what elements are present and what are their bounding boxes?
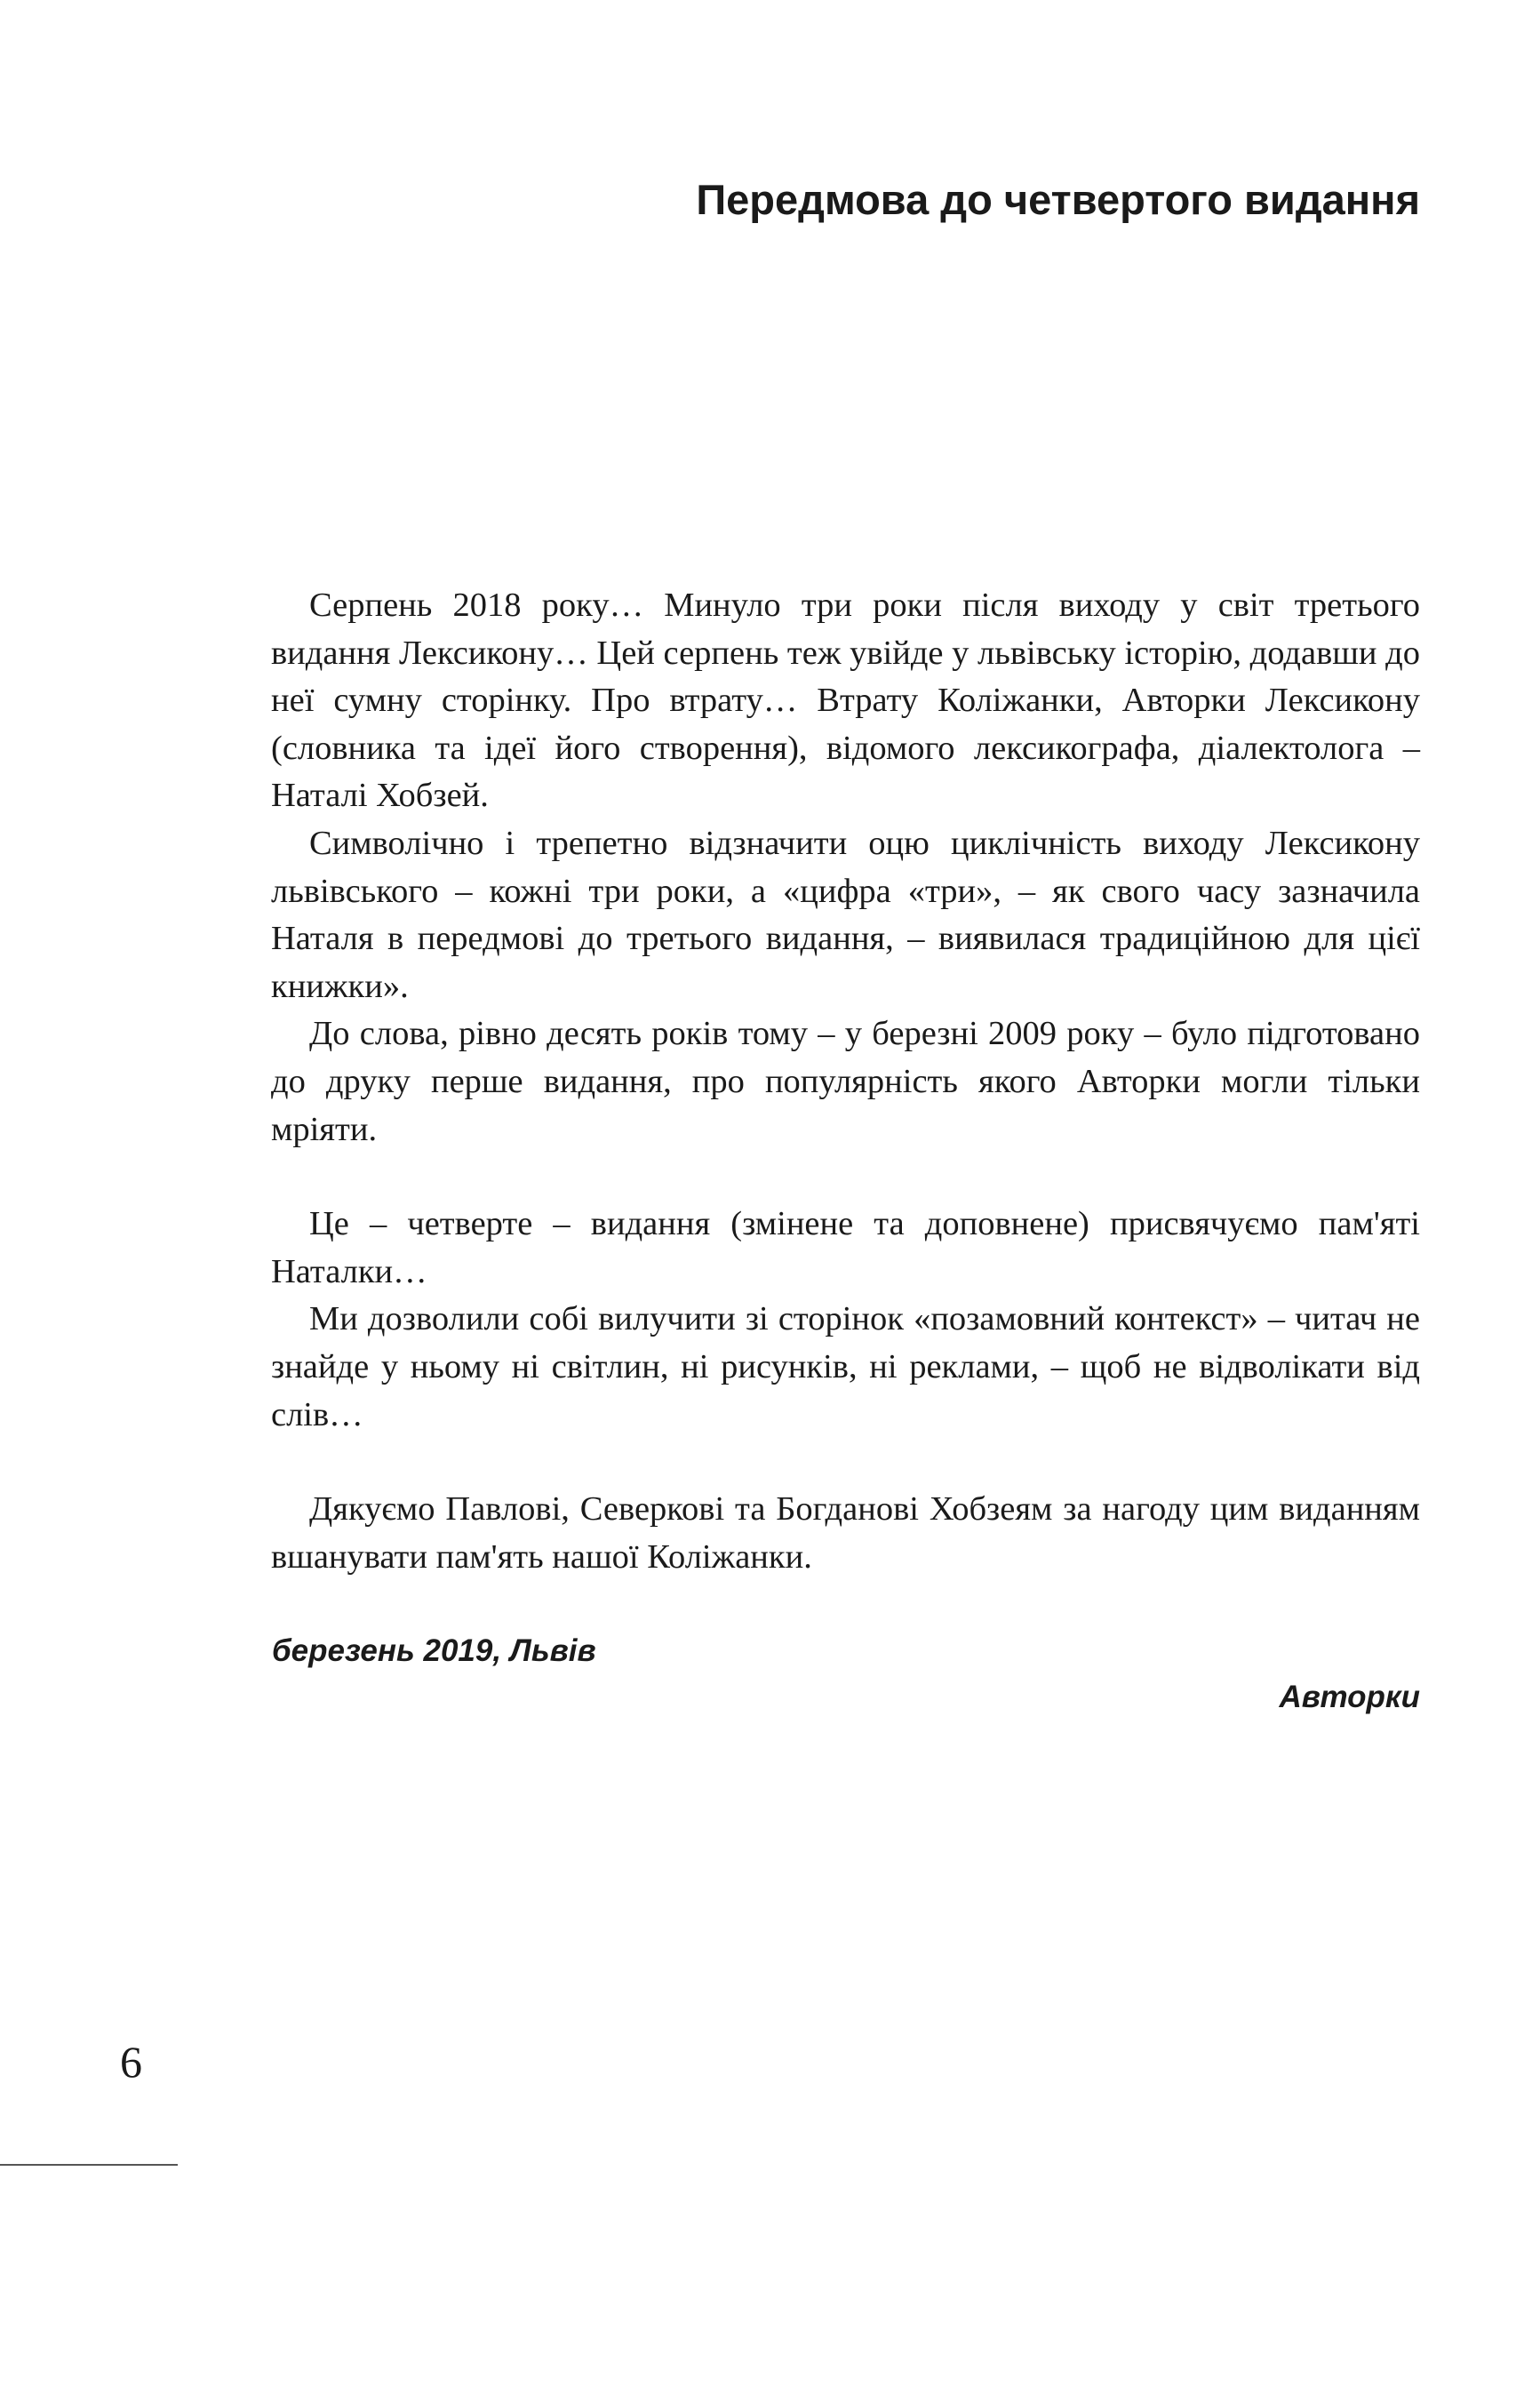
page-title: Передмова до четвертого видання [696, 176, 1420, 223]
preface-body [271, 582, 1420, 1581]
paragraph: Серпень 2018 року… Минуло три роки після виходу у світ третього видання Лексикону… Цей серпень теж увійде у львівську історію, додавши до неї сумну сторінку. Про втрату… Втрату Коліжанки, Авторки Лексикону (словника та ідеї його створення), відомого лексикографа, діалектолога – Наталі Хобзей. [271, 587, 1420, 815]
paragraph: Дякуємо Павлові, Северкові та Богданові Хобзеям за нагоду цим виданням вшанувати пам'ять нашої Коліжанки. [271, 1490, 1420, 1576]
paragraph: Це – четверте – видання (змінене та доповнене) присвячуємо пам'яті Наталки… [271, 1205, 1420, 1290]
date-place: березень 2019, Львів [272, 1633, 596, 1668]
page-number: 6 [120, 2037, 142, 2087]
paragraph: До слова, рівно десять років тому – у березні 2009 року – було підготовано до друку перше видання, про популярність якого Авторки могли тільки мріяти. [271, 1015, 1420, 1148]
signature: Авторки [1279, 1680, 1420, 1714]
paragraph: Ми дозволили собі вилучити зі сторінок «позамовний контекст» – читач не знайде у ньому ні світлин, ні рисунків, ні реклами, – щоб не відволікати від слів… [271, 1300, 1420, 1433]
footer-rule [0, 2164, 178, 2166]
paragraph: Символічно і трепетно відзначити оцю циклічність виходу Лексикону львівського – кожні три роки, а «цифра «три», – як свого часу зазначила Наталя в передмові до третього видання, – виявилася традиційною для цієї книжки». [271, 824, 1420, 1005]
